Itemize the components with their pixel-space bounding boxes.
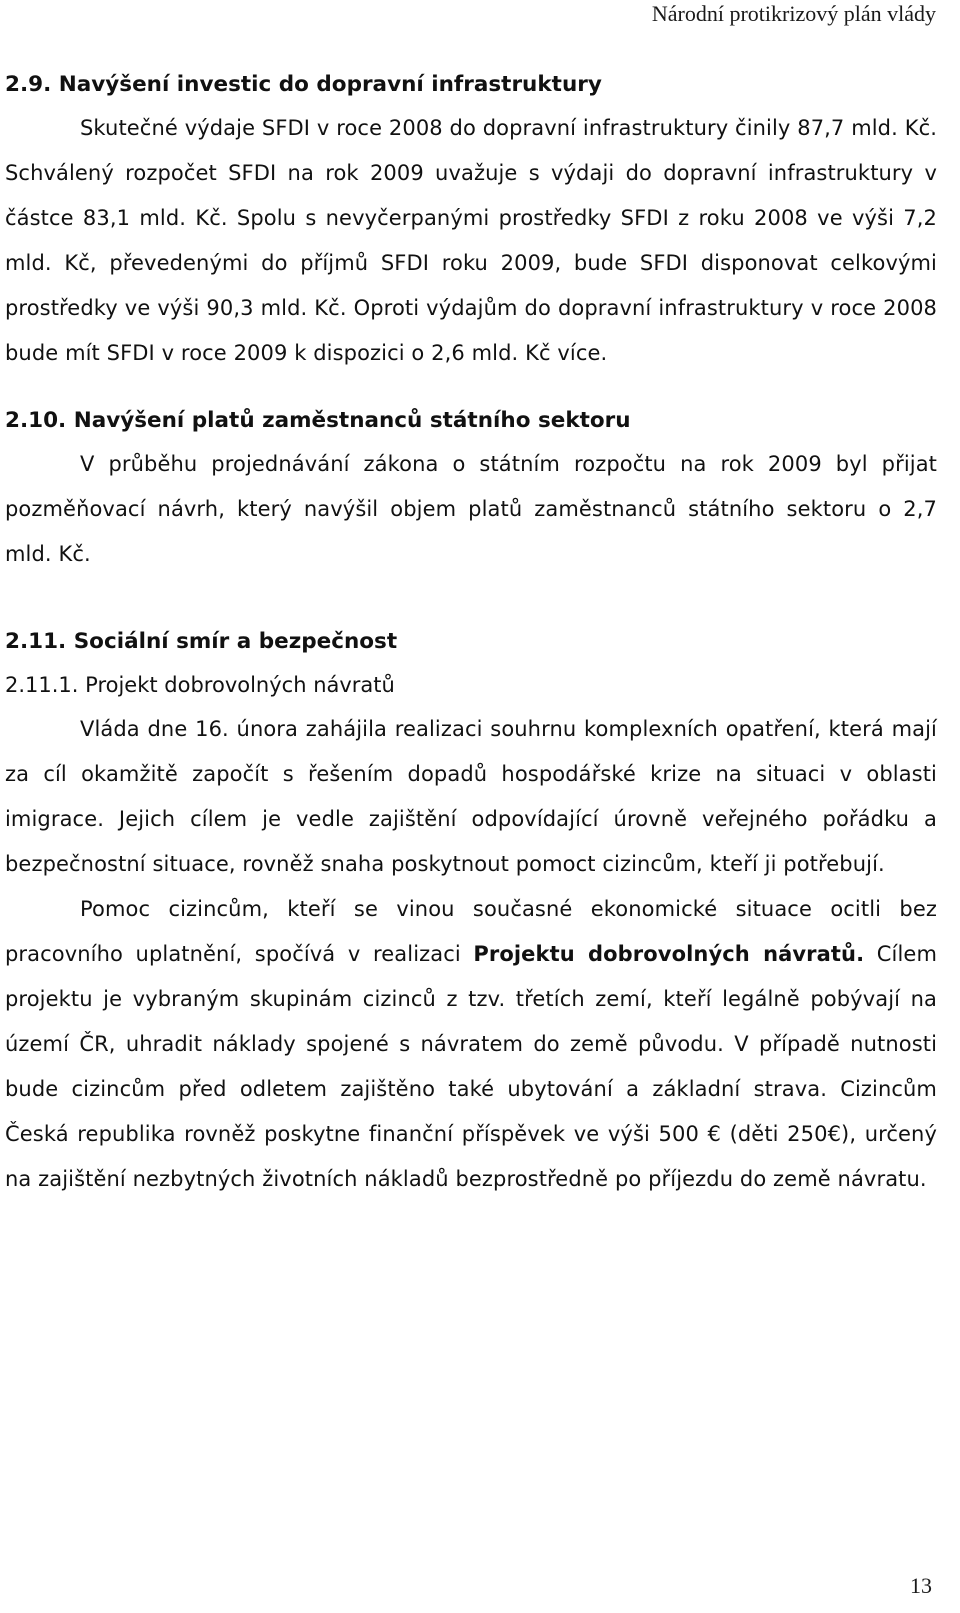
project-name-bold: Projektu dobrovolných návratů. bbox=[473, 942, 865, 966]
section-2-11-paragraph-1: Vláda dne 16. února zahájila realizaci souhrnu komplexních opatření, která mají za cíl okamžitě započít s řešením dopadů hospodářské krize na situaci v oblasti imigrace. Jejich cílem je vedle zajištění odpovídající úrovně veřejného pořádku a bezpečnostní situace, rovněž snaha poskytnout pomoct cizincům, kteří ji potřebují. bbox=[5, 717, 937, 876]
section-heading-2-9: 2.9. Navýšení investic do dopravní infrastruktury bbox=[5, 72, 602, 97]
running-header: Národní protikrizový plán vlády bbox=[651, 1, 936, 26]
section-2-9-paragraph: Skutečné výdaje SFDI v roce 2008 do dopravní infrastruktury činily 87,7 mld. Kč. Schválený rozpočet SFDI na rok 2009 uvažuje s výdaji do dopravní infrastruktury v částce 83,1 mld. Kč. Spolu s nevyčerpanými prostředky SFDI z roku 2008 ve výši 7,2 mld. Kč, převedenými do příjmů SFDI roku 2009, bude SFDI disponovat celkovými prostředky ve výši 90,3 mld. Kč. Oproti výdajům do dopravní infrastruktury v roce 2008 bude mít SFDI v roce 2009 k dispozici o 2,6 mld. Kč více. bbox=[5, 116, 937, 365]
paragraph-text: Cílem projektu je vybraným skupinám cizinců z tzv. třetích zemí, kteří legálně pobývají na území ČR, uhradit náklady spojené s návratem do země původu. V případě nutnosti bude cizincům před odletem zajištěno také ubytování a základní strava. Cizincům Česká republika rovněž poskytne finanční příspěvek ve výši 500 € (děti 250€), určený na zajištění nezbytných životních nákladů bezprostředně po příjezdu do země návratu. bbox=[5, 942, 937, 1191]
spacer bbox=[5, 577, 937, 621]
paragraph-text: Pomoc cizincům, kteří se vinou současné ekonomické situace ocitli bez pracovního uplatnění, spočívá v realizaci bbox=[5, 897, 937, 966]
page-body bbox=[5, 64, 937, 1202]
section-heading-2-11: 2.11. Sociální smír a bezpečnost bbox=[5, 629, 398, 654]
subsection-heading-2-11-1: 2.11.1. Projekt dobrovolných návratů bbox=[5, 673, 395, 697]
section-2-11-paragraph-2 bbox=[5, 887, 937, 1202]
section-2-10-paragraph: V průběhu projednávání zákona o státním rozpočtu na rok 2009 byl přijat pozměňovací návrh, který navýšil objem platů zaměstnanců státního sektoru o 2,7 mld. Kč. bbox=[5, 452, 937, 566]
page-number: 13 bbox=[910, 1573, 932, 1598]
section-heading-2-10: 2.10. Navýšení platů zaměstnanců státního sektoru bbox=[5, 408, 631, 433]
spacer bbox=[5, 376, 937, 400]
